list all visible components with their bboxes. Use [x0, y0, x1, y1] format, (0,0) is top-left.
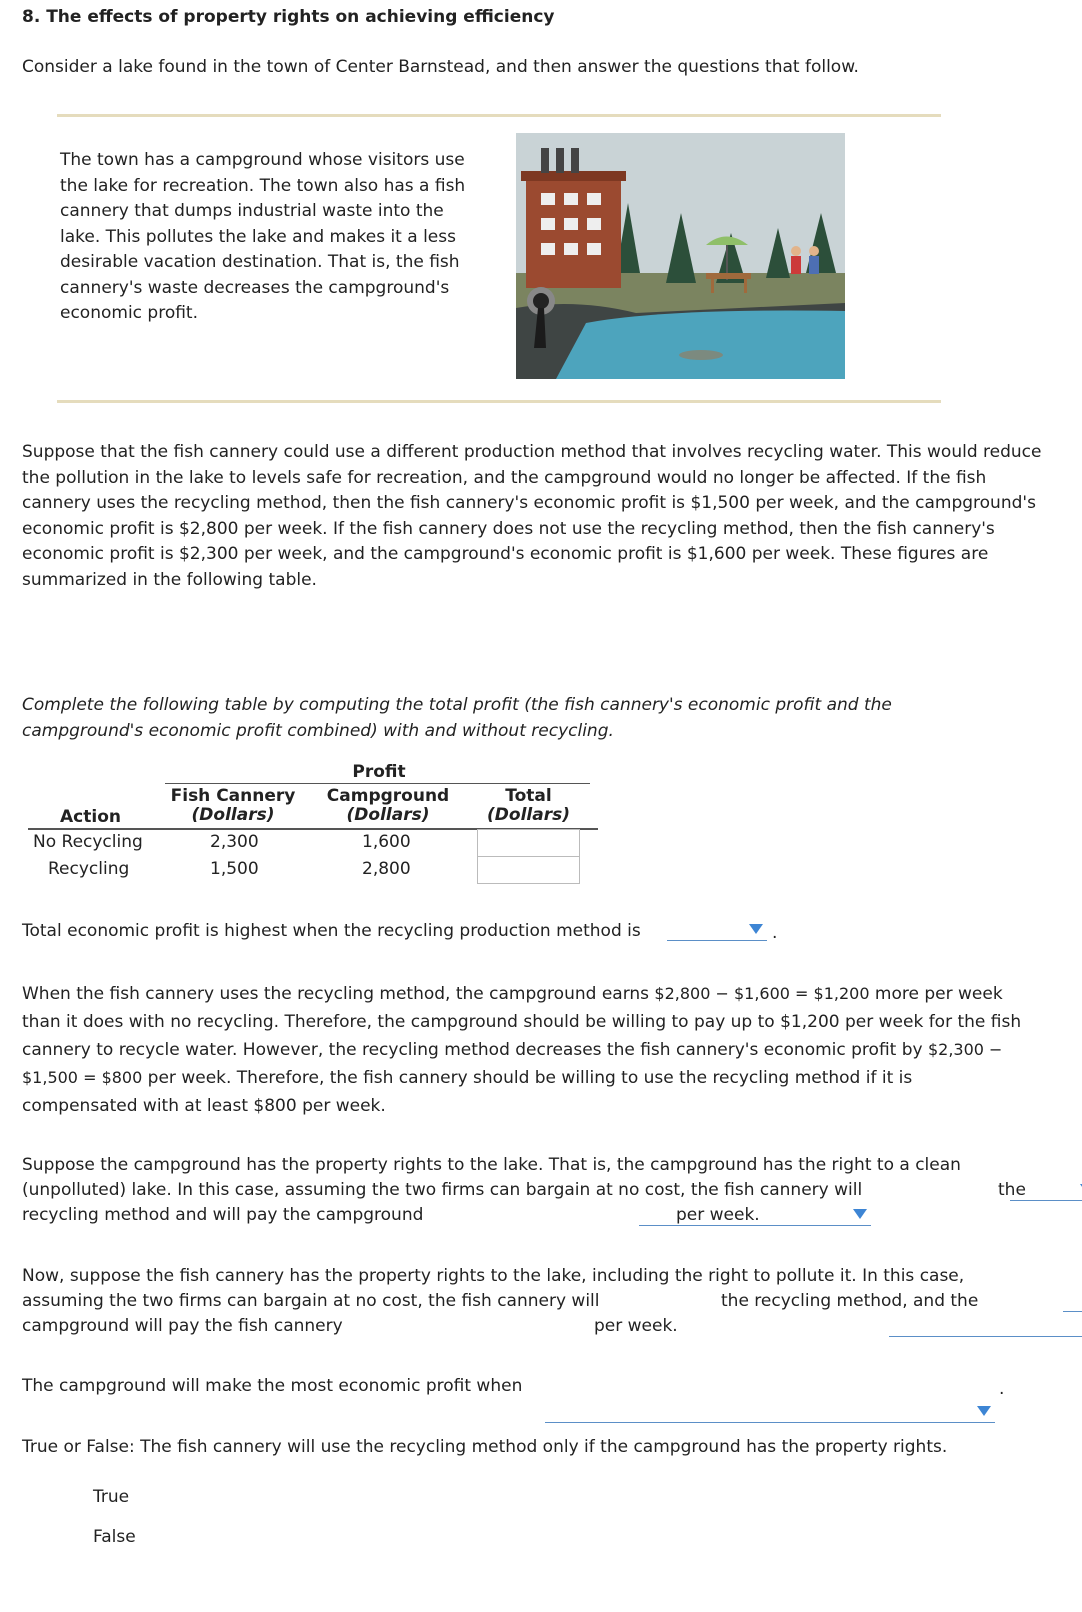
lake-illustration — [516, 133, 845, 379]
dropdown-arrow-icon — [749, 924, 763, 934]
camp-value: 1,600 — [362, 832, 411, 852]
total-input-recycling[interactable] — [477, 856, 580, 884]
camp-value: 2,800 — [362, 859, 411, 879]
q1-text: Total economic profit is highest when the recycling production method is — [22, 921, 641, 941]
fish-value: 1,500 — [210, 859, 259, 879]
recycling-method-dropdown[interactable] — [667, 920, 767, 941]
q2-the: the — [998, 1180, 1026, 1200]
bottom-divider — [57, 400, 941, 403]
scene-description: The town has a campground whose visitors use the lake for recreation. The town also has a fish cannery that dumps industrial waste into the lake. This pollutes the lake and makes it a less desirable vacation destination. That is, the fish cannery's waste decreases the campground's economic profit. — [60, 150, 466, 323]
q2-line2: (unpolluted) lake. In this case, assuming the two firms can bargain at no cost, the fish cannery will — [22, 1180, 863, 1200]
q1-period: . — [772, 923, 778, 943]
q3-line2: assuming the two firms can bargain at no cost, the fish cannery will — [22, 1291, 600, 1311]
col-camp-header: Campground (Dollars) — [326, 786, 450, 825]
col-total-header: Total (Dollars) — [487, 786, 570, 825]
explanation-paragraph: When the fish cannery uses the recycling method, the campground earns $2,800 − $1,600 = $1,200 more per week than it does with no recycling. Therefore, the campground should be willing to pay up to $1,200 per week for the fish cannery to recycle water. However, the recycling method decreases the fish cannery's economic profit by $2,300 − $1,500 = $800 per week. Therefore, the fish cannery should be willing to use the recycling method if it is compensated with at least $800 per week. — [22, 984, 1022, 1116]
dropdown-arrow-icon — [977, 1406, 991, 1416]
intro-text: Consider a lake found in the town of Center Barnstead, and then answer the questions that follow. — [22, 57, 859, 77]
fish-value: 2,300 — [210, 832, 259, 852]
q5-text: True or False: The fish cannery will use the recycling method only if the campground has the property rights. — [22, 1437, 948, 1457]
group-underline — [165, 783, 590, 784]
q3-line1: Now, suppose the fish cannery has the property rights to the lake, including the right to pollute it. In this case, — [22, 1266, 965, 1286]
row-label: Recycling — [48, 859, 130, 879]
dropdown-arrow-icon — [853, 1209, 867, 1219]
scenario-paragraph: Suppose that the fish cannery could use a different production method that involves recycling water. This would reduce the pollution in the lake to levels safe for recreation, and the campground would no longer be affected. If the fish cannery uses the recycling method, then the fish cannery's economic profit is $1,500 per week, and the campground's economic profit is $2,800 per week. If the fish cannery does not use the recycling method, then the fish cannery's economic profit is $2,300 per week, and the campground's economic profit is $1,600 per week. These figures are summarized in the following table. — [22, 442, 1042, 590]
q3-line2-end: the recycling method, and the — [721, 1291, 979, 1311]
row-label: No Recycling — [33, 832, 143, 852]
q3-action-dropdown[interactable] — [1063, 1291, 1082, 1312]
top-divider — [57, 114, 941, 117]
q3-line3: campground will pay the fish cannery — [22, 1316, 343, 1336]
q2-per-week: per week. — [676, 1205, 760, 1225]
q4-text: The campground will make the most economic profit when — [22, 1376, 523, 1396]
total-input-no-recycling[interactable] — [477, 829, 580, 857]
q4-period: . — [999, 1379, 1005, 1399]
option-false[interactable]: False — [93, 1527, 136, 1547]
q2-line1: Suppose the campground has the property rights to the lake. That is, the campground has the right to a clean — [22, 1155, 961, 1175]
q3-per-week: per week. — [594, 1316, 678, 1336]
math-expression: $2,800 − $1,600 = $1,200 — [654, 984, 870, 1003]
q2-line3: recycling method and will pay the campground — [22, 1205, 424, 1225]
q3-payment-dropdown[interactable] — [889, 1316, 1082, 1337]
table-instruction: Complete the following table by computing the total profit (the fish cannery's economic profit and the campground's economic profit combined) with and without recycling. — [22, 695, 892, 741]
q4-dropdown[interactable] — [545, 1402, 995, 1423]
math-expression: $2,300 − $1,500 = $800 — [22, 1040, 1003, 1087]
profit-group-header: Profit — [352, 762, 406, 782]
col-action-header: Action — [60, 807, 121, 827]
option-true[interactable]: True — [93, 1487, 130, 1507]
question-title: 8. The effects of property rights on achieving efficiency — [22, 7, 555, 27]
col-fish-header: Fish Cannery (Dollars) — [170, 786, 296, 825]
